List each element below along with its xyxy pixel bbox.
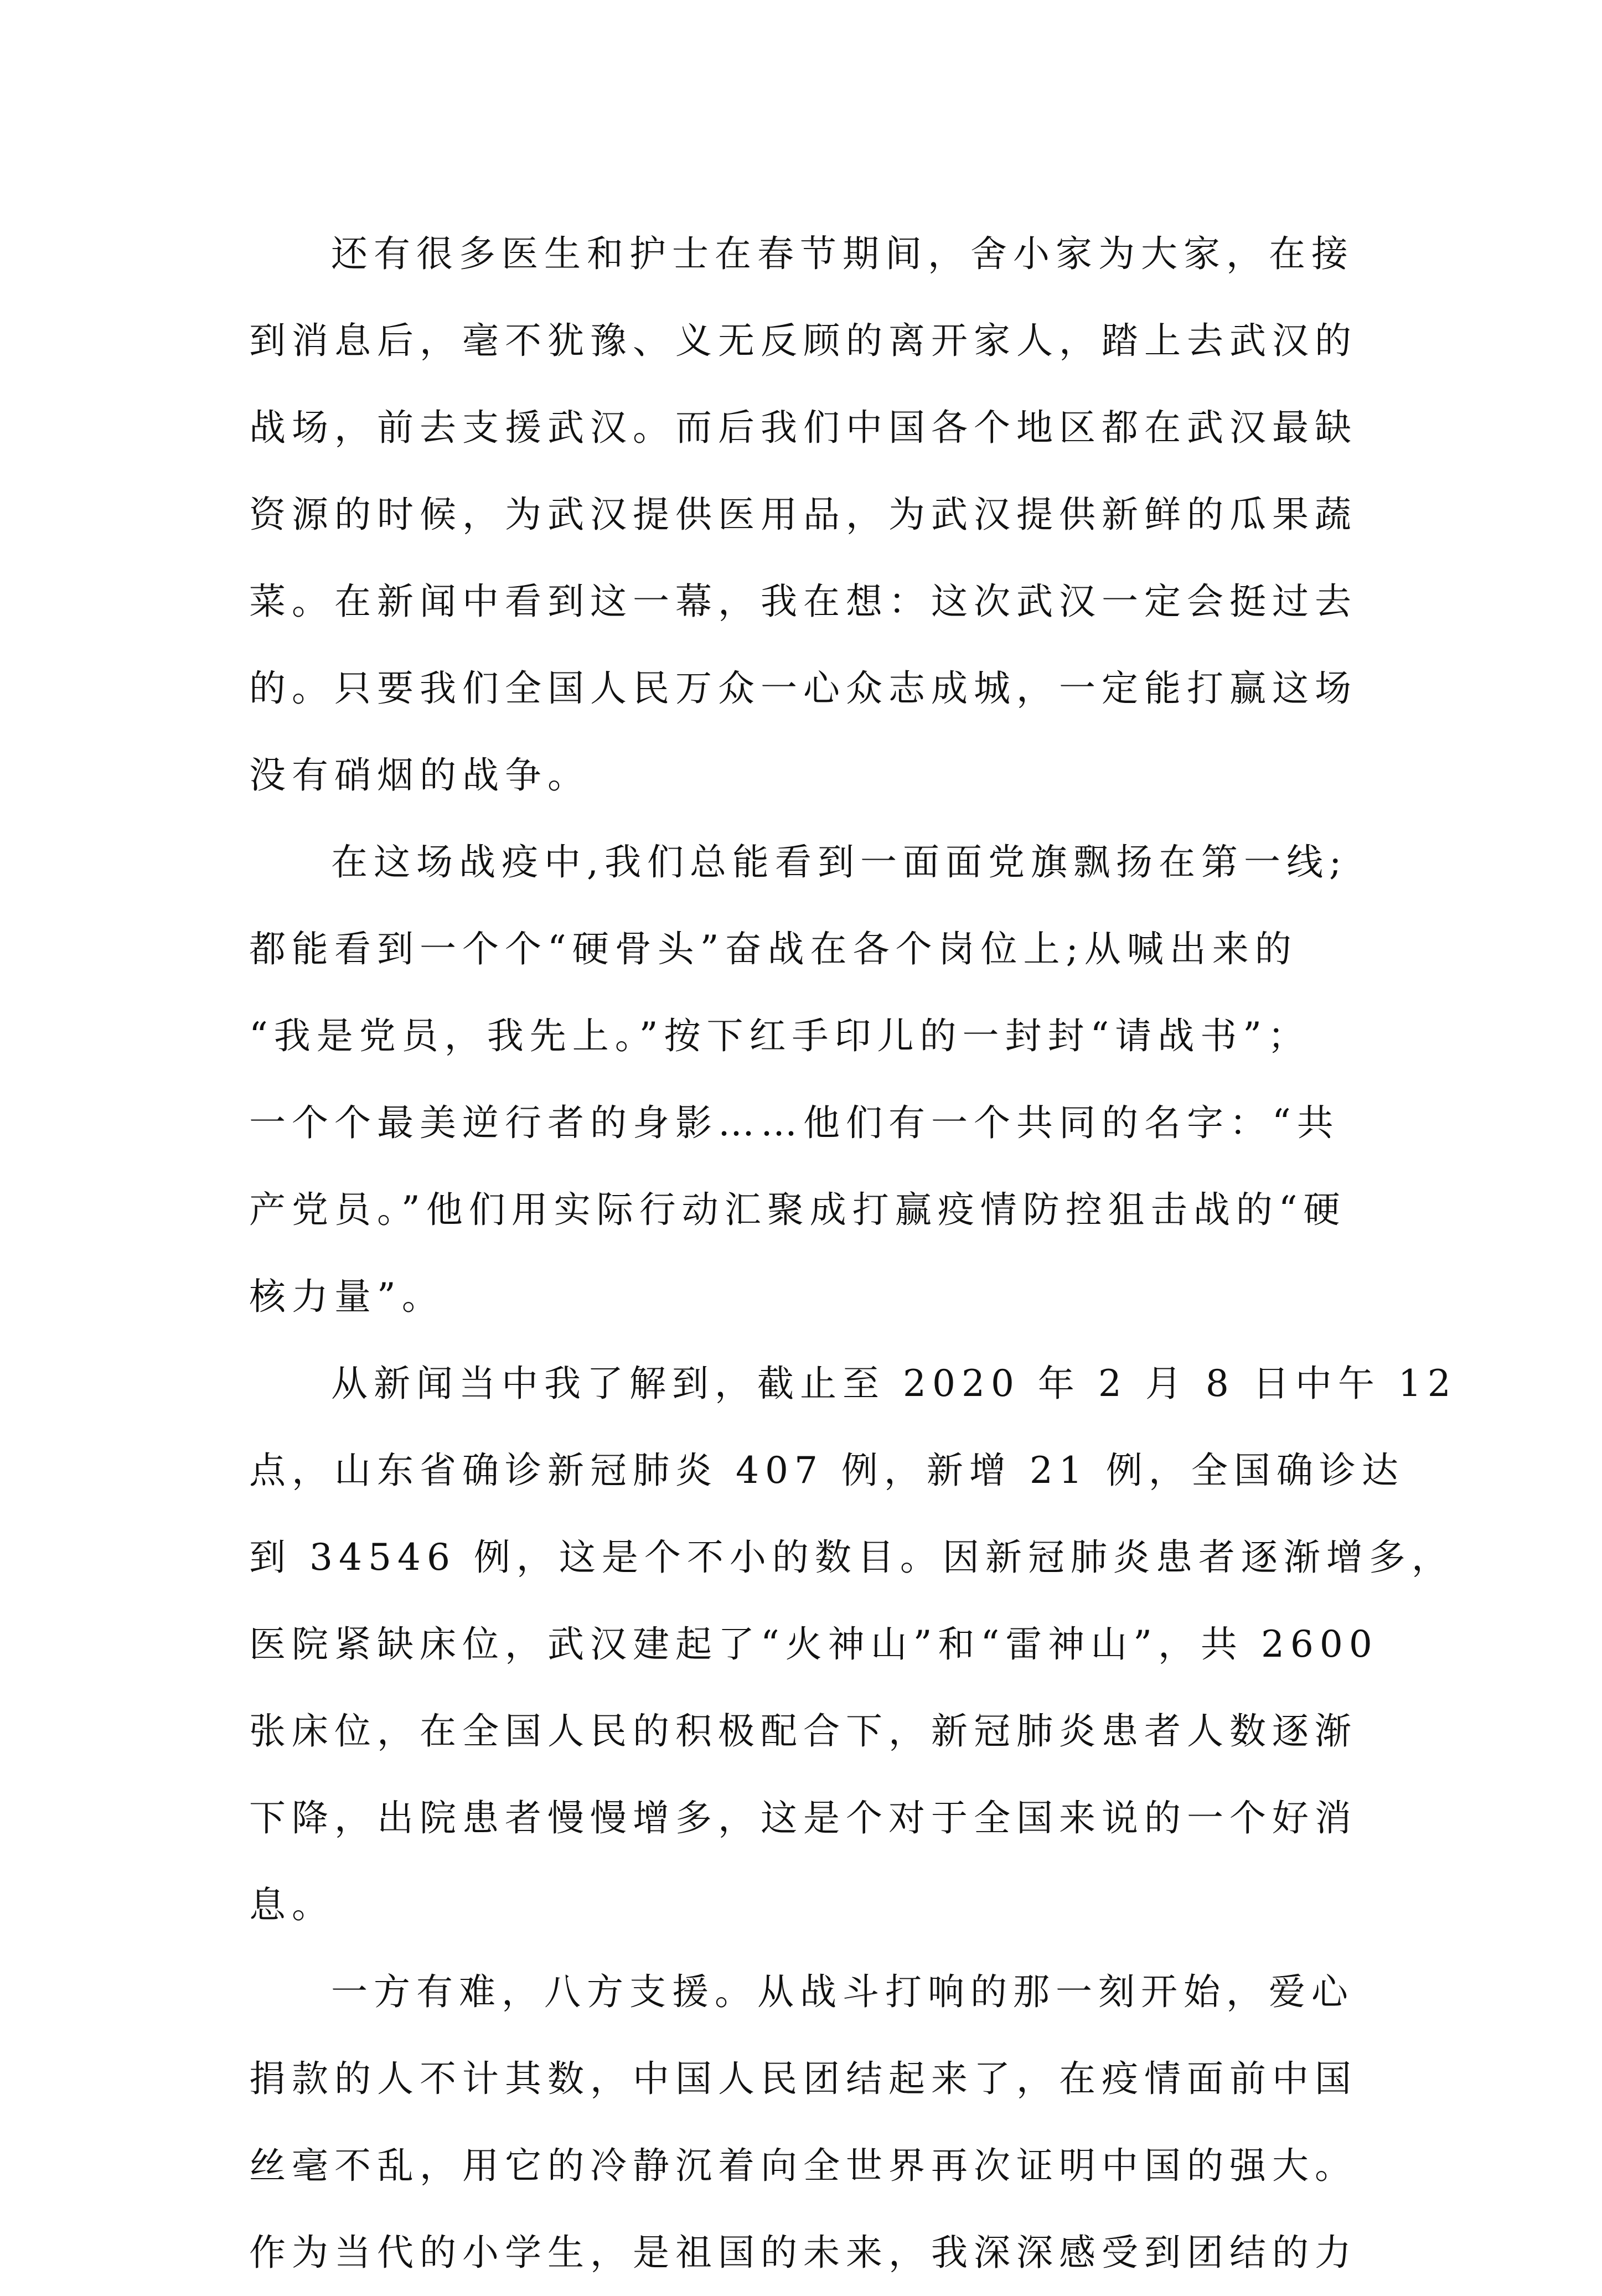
text-line: 从新闻当中我了解到，截止至 2020 年 2 月 8 日中午 12 [331,1362,1457,1405]
text-line: 到 34546 例，这是个不小的数目。因新冠肺炎患者逐渐增多， [249,1536,1454,1579]
text-line: 在这场战疫中,我们总能看到一面面党旗飘扬在第一线; [331,841,1348,883]
text-line: 医院紧缺床位，武汉建起了“火神山”和“雷神山”，共 2600 [249,1623,1378,1666]
text-line: 一方有难，八方支援。从战斗打响的那一刻开始，爱心 [331,1971,1354,2013]
paragraph [249,210,1378,819]
text-line: 下降，出院患者慢慢增多，这是个对于全国来说的一个好消 [249,1797,1357,1839]
text-line: 丝毫不乱，用它的冷静沉着向全世界再次证明中国的强大。 [249,2144,1357,2187]
paragraph [249,1340,1457,1948]
text-line: 没有硝烟的战争。 [249,754,590,797]
text-line: 的。只要我们全国人民万众一心众志成城，一定能打赢这场 [249,667,1357,710]
text-line: 捐款的人不计其数，中国人民团结起来了，在疫情面前中国 [249,2057,1357,2100]
text-line: 作为当代的小学生，是祖国的未来，我深深感受到团结的力 [249,2231,1357,2274]
text-line: 还有很多医生和护士在春节期间，舍小家为大家，在接 [331,232,1354,275]
paragraph [249,819,1378,1340]
text-line: 张床位，在全国人民的积极配合下，新冠肺炎患者人数逐渐 [249,1710,1357,1752]
text-line: “我是党员，我先上。”按下红手印儿的一封封“请战书”； [249,1015,1310,1057]
paragraph [249,1948,1378,2296]
text-line: 都能看到一个个“硬骨头”奋战在各个岗位上;从喊出来的 [249,928,1298,970]
text-line: 息。 [249,1884,334,1926]
body-text [249,210,1457,2296]
text-line: 核力量”。 [249,1275,445,1318]
text-line: 一个个最美逆行者的身影……他们有一个共同的名字：“共 [249,1102,1340,1144]
text-line: 资源的时候，为武汉提供医用品，为武汉提供新鲜的瓜果蔬 [249,493,1357,536]
text-line: 战场，前去支援武汉。而后我们中国各个地区都在武汉最缺 [249,406,1357,449]
text-line: 点，山东省确诊新冠肺炎 407 例，新增 21 例，全国确诊达 [249,1449,1404,1492]
text-line: 产党员。”他们用实际行动汇聚成打赢疫情防控狙击战的“硬 [249,1188,1346,1231]
text-line: 到消息后，毫不犹豫、义无反顾的离开家人，踏上去武汉的 [249,319,1357,362]
text-line: 菜。在新闻中看到这一幕，我在想：这次武汉一定会挺过去 [249,580,1357,623]
